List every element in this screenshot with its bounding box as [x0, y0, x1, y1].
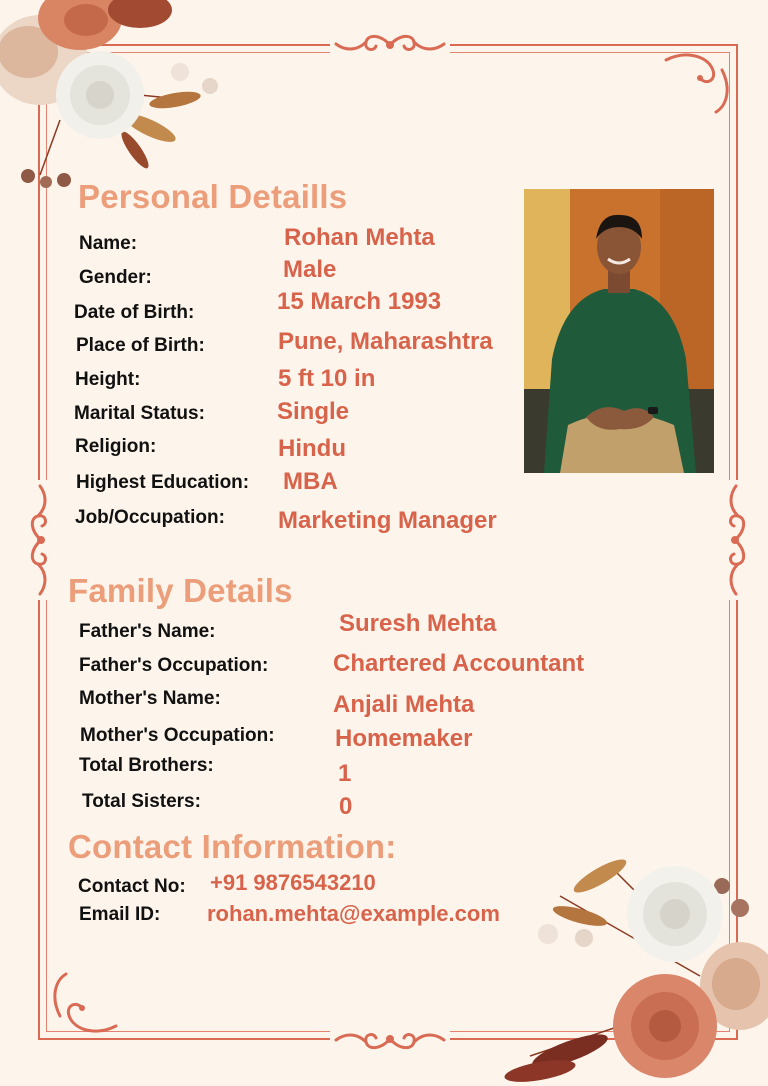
email-id-value: rohan.mehta@example.com — [207, 901, 500, 926]
bottom-scroll-ornament — [330, 1024, 450, 1054]
job-occupation-value: Marketing Manager — [278, 507, 497, 534]
job-occupation-label: Job/Occupation: — [75, 507, 225, 528]
personal-details-heading: Personal Detaills — [78, 178, 348, 215]
mothers-name-value: Anjali Mehta — [333, 691, 475, 718]
date-of-birth-value: 15 March 1993 — [277, 288, 442, 315]
contact-number-value: +91 9876543210 — [210, 870, 376, 895]
left-scroll-ornament — [26, 480, 56, 600]
marital-status-value: Single — [277, 398, 350, 425]
right-scroll-ornament — [720, 480, 750, 600]
mothers-occupation-label: Mother's Occupation: — [80, 725, 275, 746]
bottom-right-floral-decoration — [500, 826, 768, 1086]
fathers-occupation-label: Father's Occupation: — [79, 655, 269, 676]
total-sisters-value: 0 — [339, 793, 353, 820]
mothers-name-label: Mother's Name: — [79, 688, 221, 709]
marital-status-label: Marital Status: — [74, 403, 205, 424]
height-value: 5 ft 10 in — [278, 365, 376, 392]
total-brothers-label: Total Brothers: — [79, 755, 214, 776]
total-sisters-label: Total Sisters: — [82, 791, 201, 812]
name-value: Rohan Mehta — [284, 224, 435, 251]
fathers-name-value: Suresh Mehta — [339, 610, 497, 637]
gender-value: Male — [283, 256, 337, 283]
top-scroll-ornament — [330, 30, 450, 60]
religion-label: Religion: — [75, 436, 157, 457]
fathers-occupation-value: Chartered Accountant — [333, 650, 585, 677]
place-of-birth-label: Place of Birth: — [76, 335, 205, 356]
name-label: Name: — [79, 233, 138, 254]
top-left-floral-decoration — [0, 0, 235, 195]
top-right-corner-flourish — [656, 46, 736, 126]
family-details-heading: Family Details — [68, 572, 293, 609]
gender-label: Gender: — [79, 267, 152, 288]
contact-number-label: Contact No: — [78, 876, 186, 897]
total-brothers-value: 1 — [338, 760, 352, 787]
profile-photo — [524, 189, 714, 473]
height-label: Height: — [75, 369, 141, 390]
fathers-name-label: Father's Name: — [79, 621, 216, 642]
highest-education-label: Highest Education: — [76, 472, 250, 493]
email-id-label: Email ID: — [79, 904, 161, 925]
bottom-left-corner-flourish — [46, 960, 126, 1040]
highest-education-value: MBA — [283, 468, 338, 495]
contact-information-heading: Contact Information: — [68, 828, 397, 865]
religion-value: Hindu — [278, 435, 346, 462]
mothers-occupation-value: Homemaker — [335, 725, 473, 752]
date-of-birth-label: Date of Birth: — [74, 302, 195, 323]
place-of-birth-value: Pune, Maharashtra — [278, 328, 493, 355]
